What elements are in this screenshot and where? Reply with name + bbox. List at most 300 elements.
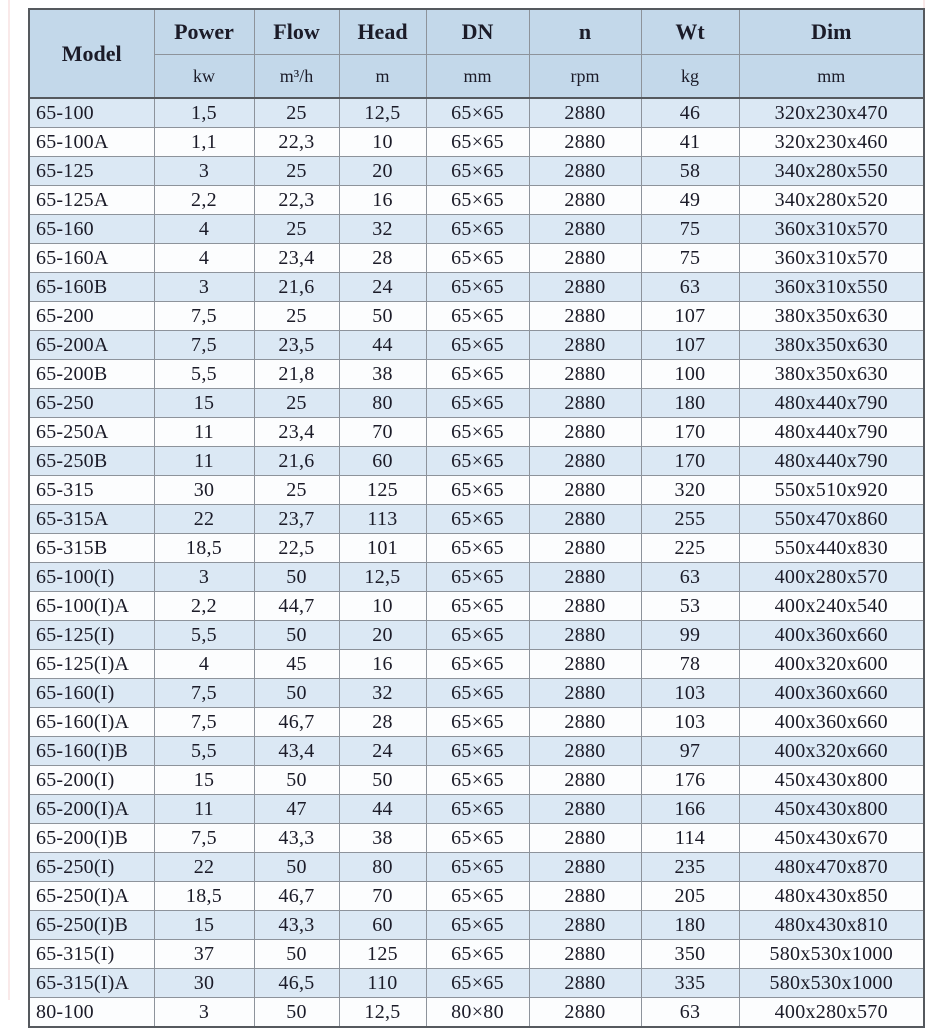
cell-n: 2880 [529,911,641,940]
table-row [29,940,924,969]
cell-flow: 25 [254,476,339,505]
cell-model: 65-250 [29,389,154,418]
cell-wt: 255 [641,505,739,534]
cell-dn: 65×65 [426,534,529,563]
cell-wt: 107 [641,331,739,360]
cell-flow: 46,7 [254,708,339,737]
cell-n: 2880 [529,621,641,650]
table-row [29,824,924,853]
cell-model: 80-100 [29,998,154,1028]
cell-head: 28 [339,708,426,737]
cell-dn: 65×65 [426,621,529,650]
table-row [29,766,924,795]
unit-wt: kg [641,55,739,99]
cell-wt: 103 [641,679,739,708]
cell-power: 11 [154,418,254,447]
cell-wt: 205 [641,882,739,911]
table-body [29,98,924,1027]
cell-head: 50 [339,766,426,795]
cell-flow: 23,7 [254,505,339,534]
cell-flow: 22,5 [254,534,339,563]
cell-flow: 50 [254,563,339,592]
cell-dn: 65×65 [426,563,529,592]
cell-model: 65-125(I)A [29,650,154,679]
cell-wt: 320 [641,476,739,505]
cell-n: 2880 [529,215,641,244]
cell-head: 125 [339,940,426,969]
unit-flow: m³/h [254,55,339,99]
cell-power: 3 [154,563,254,592]
cell-power: 18,5 [154,534,254,563]
cell-dim: 480x430x810 [739,911,924,940]
table-row [29,534,924,563]
cell-wt: 166 [641,795,739,824]
cell-head: 110 [339,969,426,998]
cell-flow: 23,4 [254,244,339,273]
cell-dim: 400x360x660 [739,679,924,708]
cell-dim: 550x510x920 [739,476,924,505]
cell-head: 10 [339,592,426,621]
cell-dn: 65×65 [426,157,529,186]
cell-dn: 65×65 [426,737,529,766]
table-row [29,418,924,447]
cell-n: 2880 [529,766,641,795]
cell-model: 65-315(I) [29,940,154,969]
cell-model: 65-160B [29,273,154,302]
cell-model: 65-250A [29,418,154,447]
cell-wt: 63 [641,998,739,1028]
cell-wt: 107 [641,302,739,331]
cell-model: 65-160 [29,215,154,244]
table-row [29,505,924,534]
cell-flow: 45 [254,650,339,679]
table-row [29,331,924,360]
cell-model: 65-315(I)A [29,969,154,998]
table-row [29,911,924,940]
cell-flow: 21,8 [254,360,339,389]
cell-dim: 480x430x850 [739,882,924,911]
unit-head: m [339,55,426,99]
table-row [29,621,924,650]
cell-head: 60 [339,911,426,940]
cell-wt: 58 [641,157,739,186]
cell-dn: 65×65 [426,331,529,360]
cell-dn: 80×80 [426,998,529,1028]
cell-power: 2,2 [154,186,254,215]
cell-head: 16 [339,186,426,215]
cell-head: 125 [339,476,426,505]
cell-wt: 180 [641,389,739,418]
cell-dn: 65×65 [426,186,529,215]
cell-model: 65-250B [29,447,154,476]
cell-flow: 43,4 [254,737,339,766]
cell-n: 2880 [529,592,641,621]
table-header [29,9,924,98]
unit-dn: mm [426,55,529,99]
cell-flow: 50 [254,940,339,969]
cell-dim: 400x280x570 [739,998,924,1028]
table-row [29,476,924,505]
cell-n: 2880 [529,940,641,969]
cell-dim: 380x350x630 [739,302,924,331]
cell-dim: 400x360x660 [739,708,924,737]
unit-n: rpm [529,55,641,99]
cell-power: 4 [154,215,254,244]
column-header-head: Head [339,9,426,55]
header-label-row [29,9,924,55]
cell-head: 12,5 [339,998,426,1028]
cell-flow: 25 [254,302,339,331]
cell-dn: 65×65 [426,505,529,534]
cell-head: 38 [339,360,426,389]
cell-dim: 360x310x550 [739,273,924,302]
cell-head: 80 [339,389,426,418]
cell-model: 65-100A [29,128,154,157]
table-row [29,737,924,766]
table-row [29,708,924,737]
cell-flow: 44,7 [254,592,339,621]
table-row [29,447,924,476]
cell-dn: 65×65 [426,389,529,418]
cell-power: 3 [154,998,254,1028]
cell-dim: 480x440x790 [739,447,924,476]
cell-flow: 50 [254,998,339,1028]
cell-head: 80 [339,853,426,882]
cell-model: 65-250(I)A [29,882,154,911]
cell-n: 2880 [529,737,641,766]
cell-head: 16 [339,650,426,679]
cell-model: 65-125(I) [29,621,154,650]
cell-wt: 63 [641,273,739,302]
cell-n: 2880 [529,824,641,853]
cell-head: 70 [339,882,426,911]
cell-wt: 335 [641,969,739,998]
cell-power: 15 [154,389,254,418]
table-row [29,128,924,157]
cell-head: 20 [339,157,426,186]
cell-model: 65-125A [29,186,154,215]
cell-model: 65-315B [29,534,154,563]
table-row [29,215,924,244]
table-row [29,273,924,302]
cell-wt: 53 [641,592,739,621]
cell-wt: 46 [641,98,739,128]
cell-model: 65-160A [29,244,154,273]
cell-dn: 65×65 [426,766,529,795]
cell-dim: 400x280x570 [739,563,924,592]
cell-power: 7,5 [154,708,254,737]
cell-model: 65-200A [29,331,154,360]
cell-power: 7,5 [154,824,254,853]
cell-wt: 41 [641,128,739,157]
cell-head: 44 [339,331,426,360]
cell-flow: 21,6 [254,447,339,476]
cell-dim: 400x240x540 [739,592,924,621]
cell-dn: 65×65 [426,128,529,157]
pump-spec-table [28,8,925,1028]
cell-n: 2880 [529,186,641,215]
cell-head: 24 [339,737,426,766]
cell-power: 30 [154,476,254,505]
table-row [29,302,924,331]
unit-power: kw [154,55,254,99]
cell-dn: 65×65 [426,824,529,853]
cell-model: 65-200 [29,302,154,331]
cell-head: 24 [339,273,426,302]
cell-n: 2880 [529,418,641,447]
cell-dim: 400x320x600 [739,650,924,679]
cell-wt: 75 [641,215,739,244]
table-row [29,795,924,824]
cell-n: 2880 [529,360,641,389]
table-row [29,186,924,215]
cell-n: 2880 [529,128,641,157]
cell-dn: 65×65 [426,650,529,679]
cell-dn: 65×65 [426,360,529,389]
cell-model: 65-200(I) [29,766,154,795]
cell-dn: 65×65 [426,418,529,447]
cell-power: 22 [154,505,254,534]
cell-power: 11 [154,447,254,476]
cell-model: 65-160(I)B [29,737,154,766]
cell-dim: 480x440x790 [739,389,924,418]
cell-dn: 65×65 [426,911,529,940]
cell-head: 32 [339,215,426,244]
cell-n: 2880 [529,882,641,911]
cell-dim: 450x430x670 [739,824,924,853]
cell-power: 15 [154,911,254,940]
cell-dim: 580x530x1000 [739,969,924,998]
cell-wt: 103 [641,708,739,737]
cell-flow: 22,3 [254,186,339,215]
cell-head: 113 [339,505,426,534]
table-row [29,679,924,708]
scan-artifact-line [8,0,10,1000]
cell-power: 4 [154,650,254,679]
cell-power: 5,5 [154,360,254,389]
cell-n: 2880 [529,563,641,592]
cell-dim: 550x440x830 [739,534,924,563]
cell-flow: 46,5 [254,969,339,998]
cell-wt: 49 [641,186,739,215]
cell-power: 7,5 [154,679,254,708]
cell-flow: 47 [254,795,339,824]
unit-dim: mm [739,55,924,99]
cell-n: 2880 [529,331,641,360]
cell-dim: 450x430x800 [739,795,924,824]
cell-dn: 65×65 [426,244,529,273]
cell-power: 18,5 [154,882,254,911]
cell-n: 2880 [529,302,641,331]
cell-dim: 360x310x570 [739,244,924,273]
cell-model: 65-200(I)A [29,795,154,824]
cell-dn: 65×65 [426,98,529,128]
cell-power: 5,5 [154,737,254,766]
column-header-dn: DN [426,9,529,55]
cell-power: 1,1 [154,128,254,157]
cell-flow: 50 [254,621,339,650]
cell-n: 2880 [529,244,641,273]
cell-flow: 43,3 [254,911,339,940]
cell-n: 2880 [529,476,641,505]
cell-head: 12,5 [339,98,426,128]
table-row [29,882,924,911]
cell-dim: 400x360x660 [739,621,924,650]
cell-dim: 450x430x800 [739,766,924,795]
cell-flow: 50 [254,679,339,708]
cell-model: 65-160(I) [29,679,154,708]
header-unit-row [29,55,924,99]
cell-model: 65-200(I)B [29,824,154,853]
cell-n: 2880 [529,505,641,534]
cell-n: 2880 [529,650,641,679]
cell-power: 4 [154,244,254,273]
cell-power: 15 [154,766,254,795]
table-row [29,157,924,186]
cell-dim: 480x440x790 [739,418,924,447]
cell-flow: 46,7 [254,882,339,911]
cell-dn: 65×65 [426,302,529,331]
cell-model: 65-250(I) [29,853,154,882]
cell-dim: 340x280x550 [739,157,924,186]
cell-dim: 380x350x630 [739,331,924,360]
cell-dn: 65×65 [426,447,529,476]
cell-dn: 65×65 [426,853,529,882]
cell-dn: 65×65 [426,476,529,505]
cell-model: 65-100(I) [29,563,154,592]
cell-dn: 65×65 [426,882,529,911]
cell-wt: 63 [641,563,739,592]
cell-power: 30 [154,969,254,998]
table-row [29,998,924,1028]
cell-head: 70 [339,418,426,447]
cell-n: 2880 [529,708,641,737]
column-header-wt: Wt [641,9,739,55]
cell-head: 101 [339,534,426,563]
cell-dim: 320x230x470 [739,98,924,128]
cell-flow: 22,3 [254,128,339,157]
cell-power: 3 [154,273,254,302]
column-header-model: Model [29,9,154,98]
column-header-n: n [529,9,641,55]
cell-wt: 114 [641,824,739,853]
cell-dim: 550x470x860 [739,505,924,534]
cell-dim: 580x530x1000 [739,940,924,969]
cell-flow: 23,5 [254,331,339,360]
cell-wt: 180 [641,911,739,940]
cell-head: 50 [339,302,426,331]
cell-power: 5,5 [154,621,254,650]
cell-head: 10 [339,128,426,157]
cell-n: 2880 [529,157,641,186]
table-row [29,98,924,128]
cell-wt: 225 [641,534,739,563]
cell-wt: 350 [641,940,739,969]
cell-power: 2,2 [154,592,254,621]
cell-power: 37 [154,940,254,969]
cell-power: 3 [154,157,254,186]
cell-wt: 99 [641,621,739,650]
cell-n: 2880 [529,679,641,708]
table-row [29,389,924,418]
cell-n: 2880 [529,853,641,882]
cell-n: 2880 [529,98,641,128]
cell-model: 65-200B [29,360,154,389]
table-row [29,650,924,679]
cell-dn: 65×65 [426,273,529,302]
column-header-flow: Flow [254,9,339,55]
cell-head: 32 [339,679,426,708]
cell-wt: 100 [641,360,739,389]
cell-dn: 65×65 [426,679,529,708]
cell-model: 65-315 [29,476,154,505]
cell-wt: 75 [641,244,739,273]
cell-flow: 21,6 [254,273,339,302]
cell-wt: 78 [641,650,739,679]
cell-dim: 400x320x660 [739,737,924,766]
cell-wt: 170 [641,418,739,447]
table-row [29,592,924,621]
cell-flow: 23,4 [254,418,339,447]
cell-head: 38 [339,824,426,853]
cell-flow: 25 [254,98,339,128]
cell-head: 44 [339,795,426,824]
cell-dim: 340x280x520 [739,186,924,215]
cell-flow: 25 [254,157,339,186]
cell-head: 60 [339,447,426,476]
cell-model: 65-250(I)B [29,911,154,940]
cell-flow: 50 [254,853,339,882]
cell-n: 2880 [529,389,641,418]
cell-head: 28 [339,244,426,273]
cell-dim: 380x350x630 [739,360,924,389]
cell-head: 12,5 [339,563,426,592]
cell-dn: 65×65 [426,795,529,824]
cell-model: 65-100 [29,98,154,128]
cell-dn: 65×65 [426,592,529,621]
cell-dim: 360x310x570 [739,215,924,244]
cell-power: 7,5 [154,331,254,360]
cell-flow: 50 [254,766,339,795]
table-row [29,969,924,998]
cell-n: 2880 [529,534,641,563]
cell-n: 2880 [529,273,641,302]
table-row [29,563,924,592]
table-row [29,853,924,882]
column-header-dim: Dim [739,9,924,55]
cell-n: 2880 [529,795,641,824]
cell-head: 20 [339,621,426,650]
cell-dn: 65×65 [426,969,529,998]
cell-wt: 97 [641,737,739,766]
cell-flow: 43,3 [254,824,339,853]
cell-n: 2880 [529,998,641,1028]
cell-model: 65-125 [29,157,154,186]
cell-n: 2880 [529,969,641,998]
cell-flow: 25 [254,215,339,244]
cell-wt: 176 [641,766,739,795]
cell-dn: 65×65 [426,940,529,969]
cell-n: 2880 [529,447,641,476]
cell-dim: 480x470x870 [739,853,924,882]
cell-power: 11 [154,795,254,824]
cell-wt: 235 [641,853,739,882]
cell-model: 65-315A [29,505,154,534]
cell-flow: 25 [254,389,339,418]
cell-power: 22 [154,853,254,882]
cell-dn: 65×65 [426,215,529,244]
cell-dim: 320x230x460 [739,128,924,157]
